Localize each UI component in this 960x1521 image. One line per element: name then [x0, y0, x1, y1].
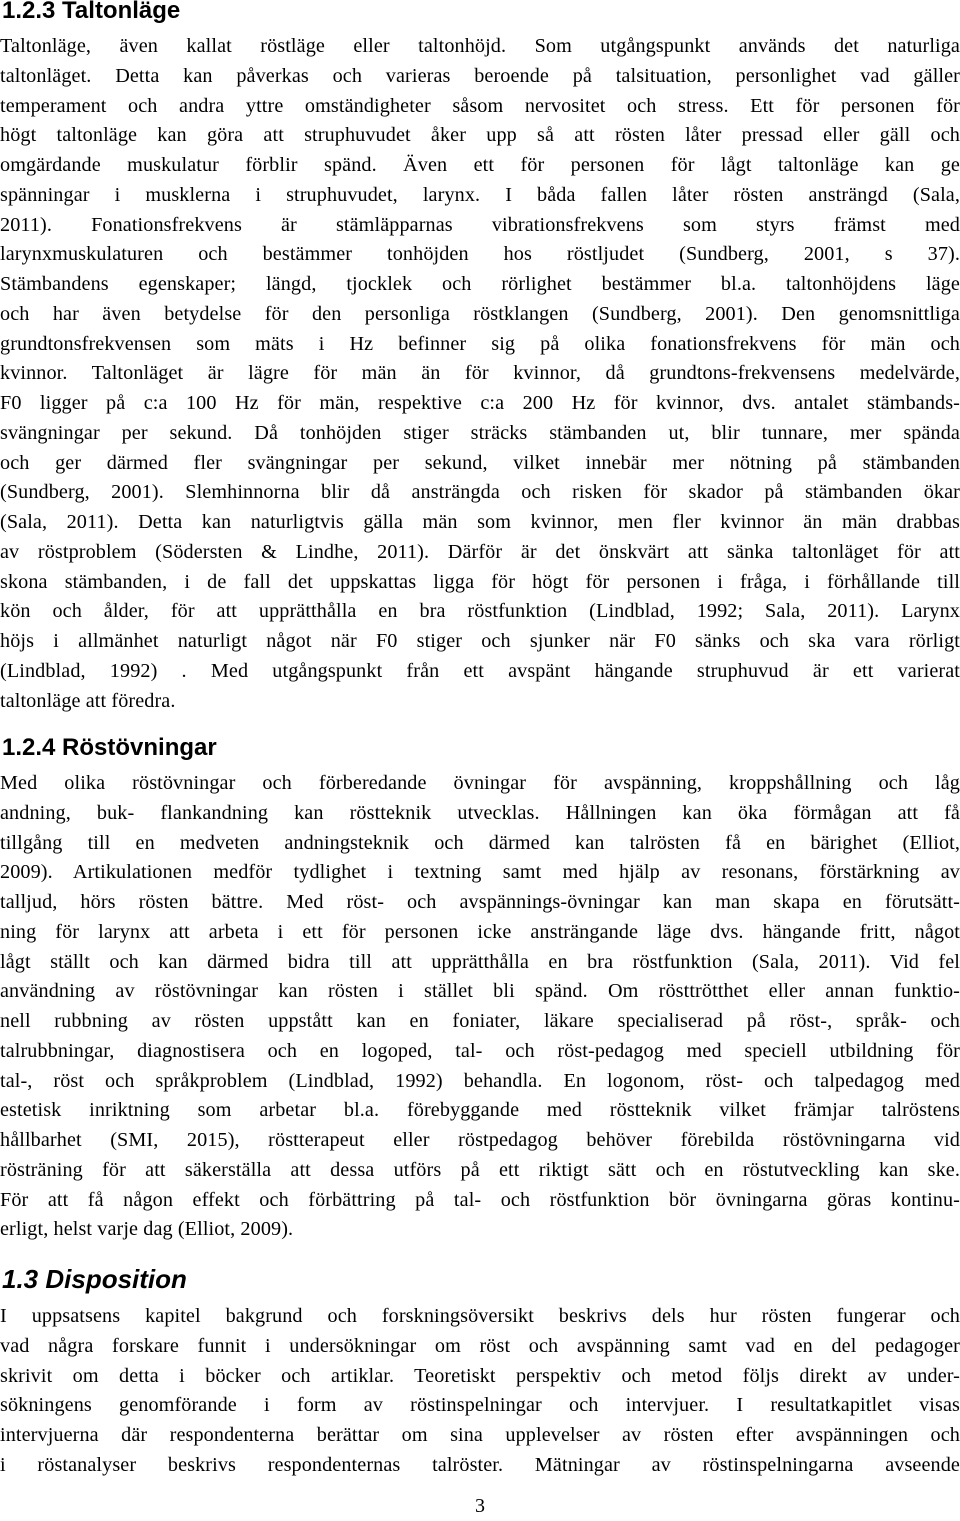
- text-line: estetisk inriktning som arbetar bl.a. förebyggande med röstteknik vilket främjar talröstens: [0, 1099, 960, 1122]
- section-heading-taltonlage: 1.2.3 Taltonläge: [2, 0, 181, 24]
- text-line: temperament och andra yttre omständigheter såsom nervositet och stress. Ett för personen för: [0, 94, 960, 117]
- text-line: taltonläge att föredra.: [0, 689, 176, 712]
- text-line: höjs i allmänhet naturligt något när F0 stiger och sjunker när F0 sänks och ska vara rörligt: [0, 630, 960, 652]
- text-line: rösträning för att säkerställa att dessa utförs på ett riktigt sätt och en röstutveckling kan ske.: [0, 1158, 960, 1181]
- text-line: talrubbningar, diagnostisera och en logoped, tal- och röst-pedagog med speciell utbildning för: [0, 1039, 960, 1062]
- text-line: erligt, helst varje dag (Elliot, 2009).: [0, 1218, 294, 1241]
- text-line: talljud, hörs rösten bättre. Med röst- och avspännings-övningar kan man skapa en förutsätt-: [0, 891, 960, 913]
- text-line: i röstanalyser beskrivs respondenternas talröster. Mätningar av röstinspelningarna avseende: [0, 1453, 960, 1476]
- text-line: tal-, röst och språkproblem (Lindblad, 1992) behandla. En logonom, röst- och talpedagog med: [0, 1069, 960, 1092]
- text-line: lågt ställt och kan därmed bidra till att upprätthålla en bra röstfunktion (Sala, 2011). Vid fel: [0, 950, 960, 973]
- text-line: nell rubbning av rösten uppstått kan en foniater, läkare specialiserad på röst-, språk- och: [0, 1010, 960, 1032]
- text-line: tillgång till en medveten andningsteknik och därmed kan talrösten få en bärighet (Elliot,: [0, 831, 960, 854]
- text-line: Taltonläge, även kallat röstläge eller taltonhöjd. Som utgångspunkt används det naturliga: [0, 35, 960, 57]
- text-line: I uppsatsens kapitel bakgrund och forskningsöversikt beskrivs dels hur rösten fungerar och: [0, 1305, 960, 1327]
- text-line: taltonläget. Detta kan påverkas och varieras beroende på talsituation, personlighet vad gäller: [0, 64, 960, 87]
- text-line: och har även betydelse för den personliga röstklangen (Sundberg, 2001). Den genomsnittliga: [0, 302, 960, 325]
- text-line: svängningar per sekund. Då tonhöjden stiger sträcks stämbanden ut, blir tunnare, mer spända: [0, 421, 960, 444]
- section-heading-rostovningar: 1.2.4 Röstövningar: [2, 734, 217, 761]
- text-line: ning för larynx att arbeta i ett för personen icke ansträngande läge dvs. hängande fritt, något: [0, 920, 960, 943]
- text-line: Stämbandens egenskaper; längd, tjocklek och rörlighet bestämmer bl.a. taltonhöjdens läge: [0, 273, 960, 295]
- text-line: omgärdande muskulatur förblir spänd. Även ett för personen för lågt taltonläge kan ge: [0, 154, 960, 176]
- paragraph-taltonlage: [0, 32, 960, 716]
- text-line: andning, buk- flankandning kan röstteknik utvecklas. Hållningen kan öka förmågan att få: [0, 801, 960, 824]
- text-line: (Lindblad, 1992) . Med utgångspunkt från ett avspänt hängande struphuvud är ett varierat: [0, 659, 960, 682]
- paragraph-rostovningar: [0, 769, 960, 1245]
- text-line: skrivit om detta i böcker och artiklar. Teoretiskt perspektiv och metod följs direkt av under-: [0, 1364, 960, 1387]
- section-heading-disposition: 1.3 Disposition: [2, 1264, 187, 1294]
- text-line: skona stämbanden, i de fall det uppskattas ligga för högt för personen i fråga, i förhållande till: [0, 570, 960, 593]
- text-line: F0 ligger på c:a 100 Hz för män, respektive c:a 200 Hz för kvinnor, dvs. antalet stämbands-: [0, 392, 960, 414]
- text-line: spänningar i musklerna i struphuvudet, larynx. I båda fallen låter rösten ansträngd (Sala,: [0, 183, 960, 206]
- text-line: vad några forskare funnit i undersökningar om röst och avspänning samt vad en del pedagoger: [0, 1334, 960, 1357]
- text-line: (Sala, 2011). Detta kan naturligtvis gälla män som kvinnor, men fler kvinnor än män drabbas: [0, 511, 960, 533]
- text-line: hållbarhet (SMI, 2015), röstterapeut eller röstpedagog behöver förebilda röstövningarna vid: [0, 1129, 960, 1151]
- text-line: av röstproblem (Södersten & Lindhe, 2011). Därför är det önskvärt att sänka taltonläget för att: [0, 540, 960, 563]
- paragraph-disposition: [0, 1302, 960, 1481]
- text-line: 2009). Artikulationen medför tydlighet i textning samt med hjälp av resonans, förstärkning av: [0, 861, 960, 884]
- text-line: högt taltonläge kan göra att struphuvudet åker upp så att rösten låter pressad eller gäll och: [0, 124, 960, 147]
- text-line: och ger därmed fler svängningar per sekund, vilket innebär mer nötning på stämbanden: [0, 451, 960, 474]
- text-line: kvinnor. Taltonläget är lägre för män än för kvinnor, då grundtons-frekvensens medelvärde,: [0, 362, 960, 385]
- text-line: grundtonsfrekvensen som mäts i Hz befinner sig på olika fonationsfrekvens för män och: [0, 332, 960, 355]
- text-line: sökningens genomförande i form av röstinspelningar och intervjuer. I resultatkapitlet visas: [0, 1394, 960, 1417]
- text-line: (Sundberg, 2001). Slemhinnorna blir då ansträngda och risken för skador på stämbanden ökar: [0, 481, 960, 504]
- page-number: 3: [475, 1495, 485, 1517]
- text-line: användning av röstövningar kan rösten i stället bli spänd. Om rösttrötthet eller annan funktio-: [0, 980, 960, 1003]
- text-line: 2011). Fonationsfrekvens är stämläpparnas vibrationsfrekvens som styrs främst med: [0, 213, 960, 236]
- text-line: Med olika röstövningar och förberedande övningar för avspänning, kroppshållning och låg: [0, 772, 960, 794]
- text-line: larynxmuskulaturen och bestämmer tonhöjden hos röstljudet (Sundberg, 2001, s 37).: [0, 243, 960, 266]
- text-line: intervjuerna där respondenterna berättar om sina upplevelser av rösten efter avspänningen och: [0, 1424, 960, 1446]
- text-line: kön och ålder, för att upprätthålla en bra röstfunktion (Lindblad, 1992; Sala, 2011). Larynx: [0, 600, 960, 623]
- text-line: För att få någon effekt och förbättring på tal- och röstfunktion bör övningarna göras kontinu-: [0, 1188, 960, 1211]
